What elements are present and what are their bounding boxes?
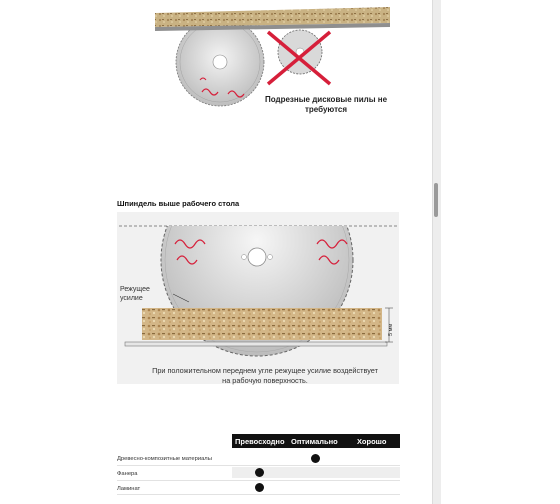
row-divider bbox=[117, 465, 400, 466]
viewer-gutter bbox=[430, 0, 560, 504]
cutting-force-label: Режущее усилие bbox=[120, 286, 150, 302]
rating-dot-optimal bbox=[311, 454, 320, 463]
row-label-laminate: Ламинат bbox=[117, 486, 141, 492]
col-optimal: Оптимально bbox=[291, 437, 338, 446]
row-label-wood-composites: Древесно-композитные материалы bbox=[117, 456, 212, 462]
col-good: Хорошо bbox=[357, 437, 387, 446]
row-label-plywood: Фанера bbox=[117, 471, 138, 477]
scoring-blade-icon bbox=[278, 30, 322, 74]
rating-dot-excellent bbox=[255, 468, 264, 477]
scrollbar-track[interactable] bbox=[432, 0, 441, 504]
workpiece-board bbox=[142, 308, 382, 340]
spindle-figure-caption: При положительном переднем угле режущее усилие воздействует на рабочую поверхность. bbox=[152, 366, 378, 385]
workpiece-board bbox=[155, 7, 390, 31]
dimension-label: 5 мм bbox=[388, 323, 394, 336]
main-saw-blade-icon bbox=[176, 18, 264, 106]
scrollbar-thumb[interactable] bbox=[434, 183, 438, 217]
col-excellent: Превосходно bbox=[235, 437, 285, 446]
top-figure-caption: Подрезные дисковые пилы не требуются bbox=[264, 95, 388, 114]
work-table bbox=[125, 342, 387, 346]
row-divider bbox=[117, 494, 400, 495]
row-divider bbox=[117, 480, 400, 481]
spindle-heading: Шпиндель выше рабочего стола bbox=[117, 199, 240, 208]
rating-dot-excellent bbox=[255, 483, 264, 492]
